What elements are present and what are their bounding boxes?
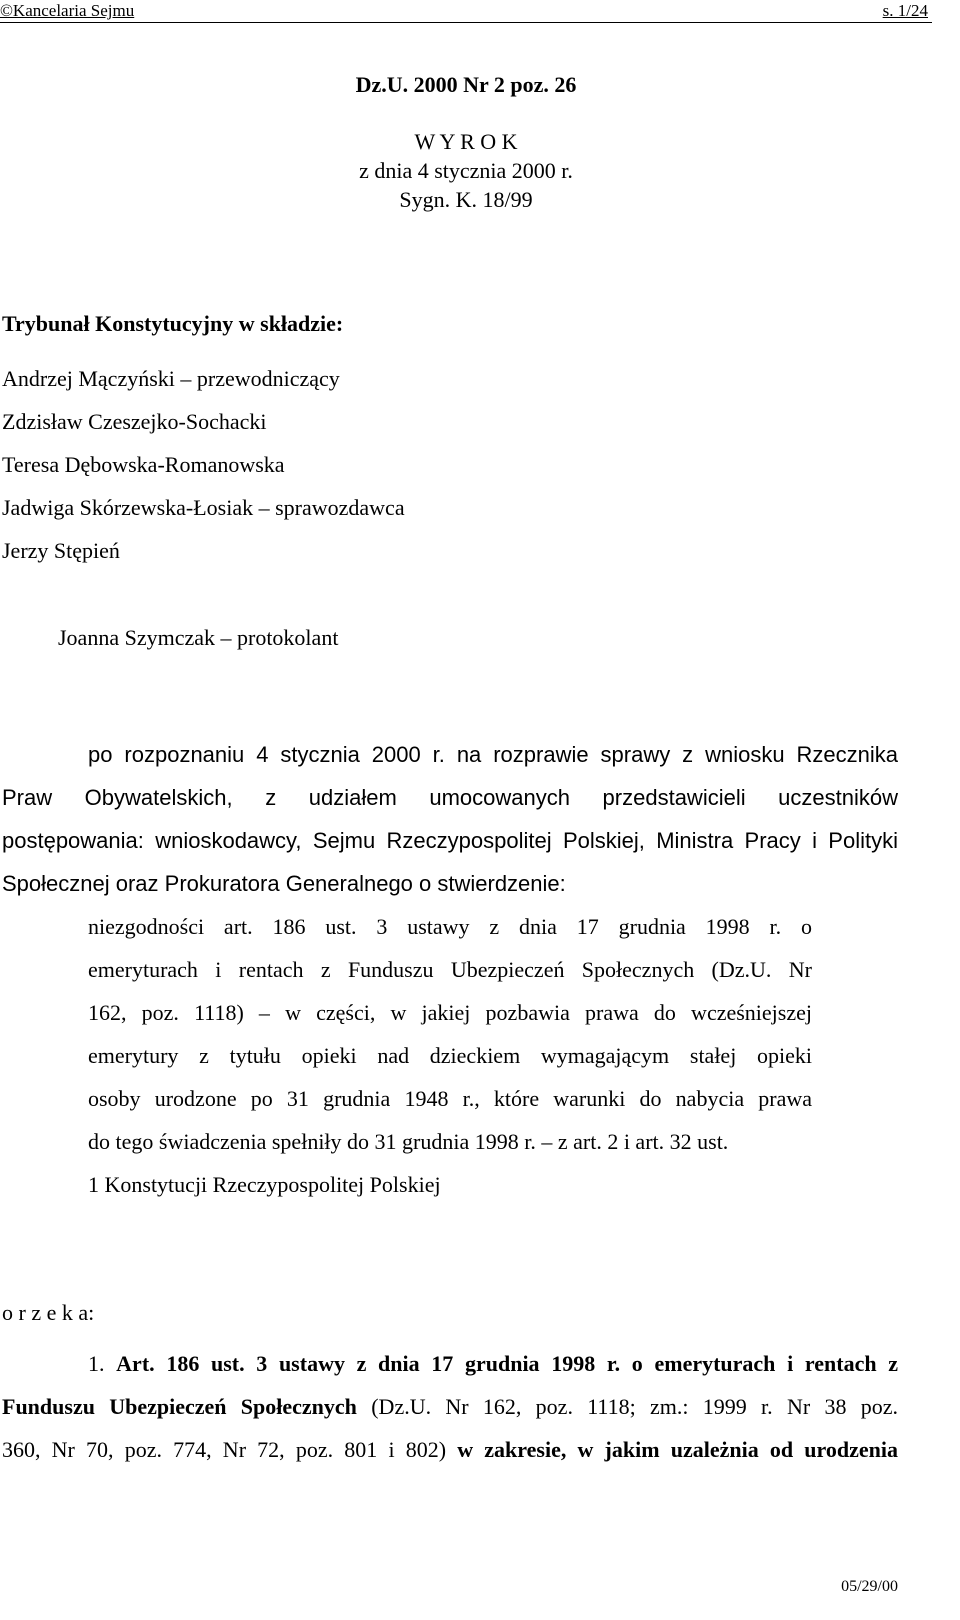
ruling-bold-text: w zakresie, w jakim uzależnia od urodzenia <box>457 1437 898 1462</box>
case-signature: Sygn. K. 18/99 <box>399 187 533 212</box>
ruling-bold-text: Funduszu Ubezpieczeń Społecznych <box>2 1394 357 1419</box>
footer-date: 05/29/00 <box>841 1578 898 1595</box>
claim-line: osoby urodzone po 31 grudnia 1948 r., które warunki do nabycia prawa <box>88 1086 812 1111</box>
intro-line: postępowania: wnioskodawcy, Sejmu Rzeczypospolitej Polskiej, Ministra Pracy i Polityki <box>2 828 898 853</box>
member-presiding: Andrzej Mączyński – przewodniczący <box>2 366 340 391</box>
claim-line: niezgodności art. 186 ust. 3 ustawy z dnia 17 grudnia 1998 r. o <box>88 914 812 939</box>
judgment-date: z dnia 4 stycznia 2000 r. <box>359 158 573 183</box>
header-divider <box>0 22 932 23</box>
intro-line: Praw Obywatelskich, z udziałem umocowanych przedstawicieli uczestników <box>2 785 898 810</box>
ruling-item-number: 1. <box>88 1351 105 1376</box>
claim-line: emerytury z tytułu opieki nad dzieckiem wymagającym stałej opieki <box>88 1043 812 1068</box>
claim-line: 162, poz. 1118) – w części, w jakiej pozbawia prawa do wcześniejszej <box>88 1000 812 1025</box>
member-name: Teresa Dębowska-Romanowska <box>2 452 285 477</box>
tribunal-heading: Trybunał Konstytucyjny w składzie: <box>2 311 344 336</box>
court-clerk: Joanna Szymczak – protokolant <box>58 625 339 650</box>
publication-reference: Dz.U. 2000 Nr 2 poz. 26 <box>355 72 577 97</box>
claim-line: do tego świadczenia spełniły do 31 grudnia 1998 r. – z art. 2 i art. 32 ust. <box>88 1129 729 1154</box>
ruling-label: o r z e k a: <box>2 1300 95 1325</box>
page-number[interactable]: s. 1/24 <box>882 1 928 20</box>
member-name: Jerzy Stępień <box>2 538 120 563</box>
intro-line: po rozpoznaniu 4 stycznia 2000 r. na rozprawie sprawy z wniosku Rzecznika <box>88 742 898 767</box>
document-type: W Y R O K <box>414 129 518 154</box>
member-rapporteur: Jadwiga Skórzewska-Łosiak – sprawozdawca <box>2 495 405 520</box>
intro-line: Społecznej oraz Prokuratora Generalnego o stwierdzenie: <box>2 871 566 896</box>
ruling-bold-text: Art. 186 ust. 3 ustawy z dnia 17 grudnia 1998 r. o emeryturach i rentach z <box>116 1351 898 1376</box>
ruling-line <box>2 1437 898 1463</box>
ruling-citation: 360, Nr 70, poz. 774, Nr 72, poz. 801 i 802) <box>2 1437 447 1462</box>
claim-line: emeryturach i rentach z Funduszu Ubezpieczeń Społecznych (Dz.U. Nr <box>88 957 812 982</box>
ruling-line <box>88 1351 898 1377</box>
member-name: Zdzisław Czeszejko-Sochacki <box>2 409 267 434</box>
ruling-citation: (Dz.U. Nr 162, poz. 1118; zm.: 1999 r. Nr 38 poz. <box>371 1394 899 1419</box>
copyright-link[interactable]: ©Kancelaria Sejmu <box>0 1 135 20</box>
claim-line: 1 Konstytucji Rzeczypospolitej Polskiej <box>88 1172 441 1197</box>
ruling-line <box>2 1394 898 1420</box>
